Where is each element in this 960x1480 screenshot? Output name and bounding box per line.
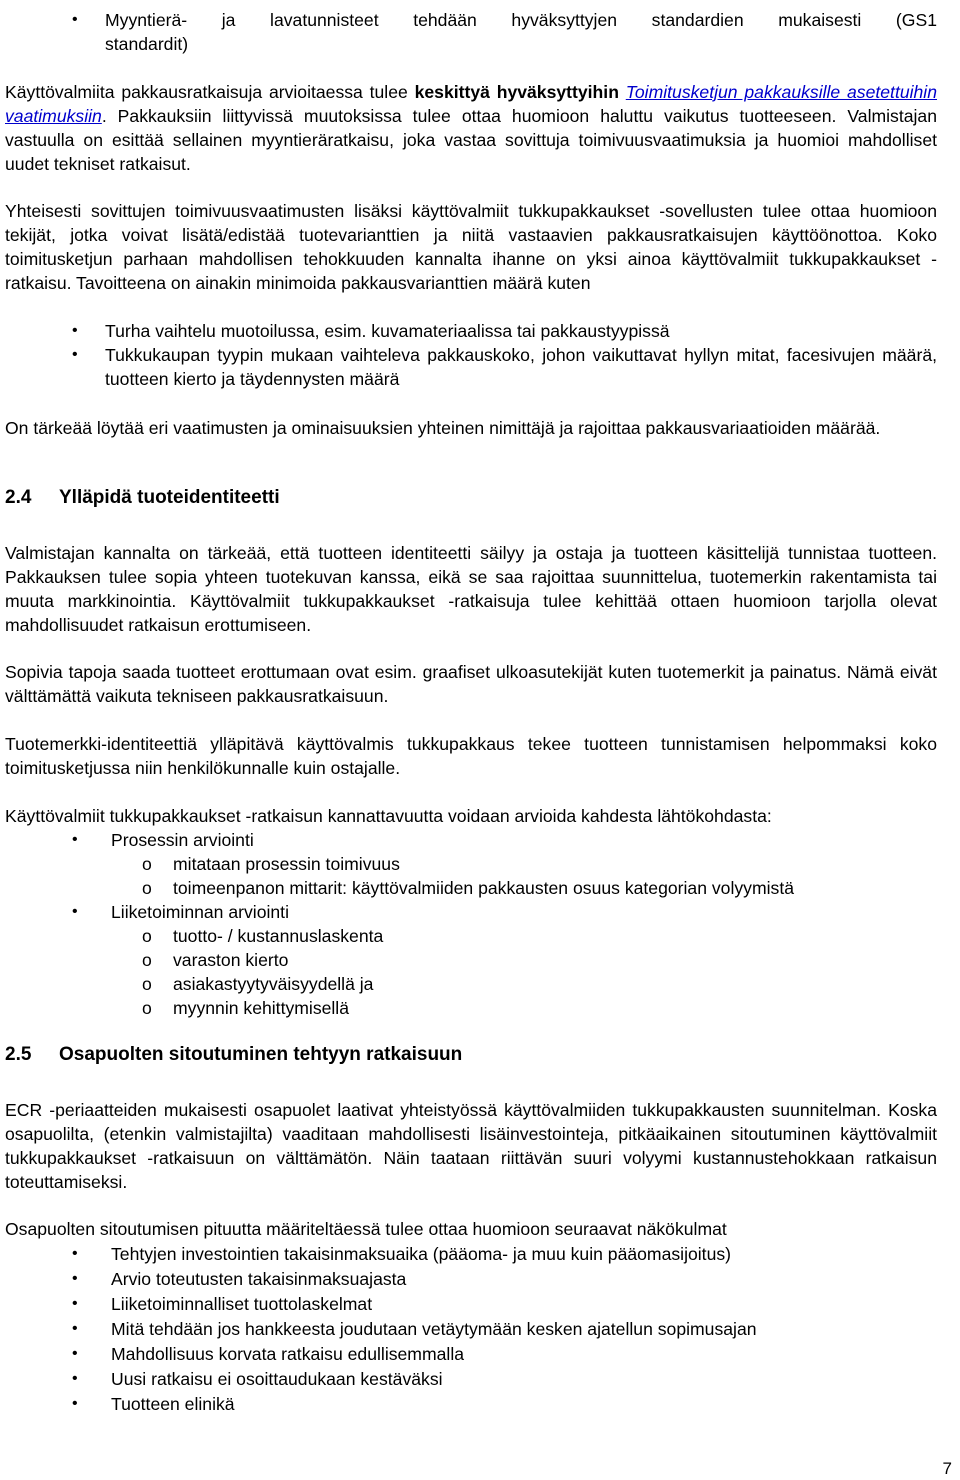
list-item-text: Myyntierä- ja lavatunnisteet tehdään hyväksyttyjen standardien mukaisesti (GS1 (105, 10, 937, 30)
section-title: Osapuolten sitoutuminen tehtyyn ratkaisuun (59, 1044, 463, 1065)
circle-bullet-icon: o (142, 878, 152, 898)
sub-list-item (5, 924, 937, 948)
list-item-text: Mahdollisuus korvata ratkaisu edullisemmalla (111, 1344, 465, 1364)
sub-list-item-text: varaston kierto (173, 950, 289, 970)
bullet-list (5, 1242, 937, 1416)
paragraph (5, 80, 937, 176)
list-item-text: standardit) (105, 34, 189, 54)
bullet-icon: • (72, 1295, 78, 1312)
sub-list-item-text: myynnin kehittymisellä (173, 998, 349, 1018)
list-item (5, 1342, 937, 1366)
list-item-text: Uusi ratkaisu ei osoittaudukaan kestäväksi (111, 1369, 443, 1389)
list-item-text: Tukkukaupan tyypin mukaan vaihteleva pakkauskoko, johon vaikuttavat hyllyn mitat, facesivujen määrä, tuotteen kierto ja täydennysten määrä (105, 345, 937, 389)
paragraph-text: Käyttövalmiita pakkausratkaisuja arvioitaessa tulee (5, 82, 415, 102)
paragraph: Valmistajan kannalta on tärkeää, että tuotteen identiteetti säilyy ja ostaja ja tuotteen käsittelijä tunnistaa tuotteen. Pakkauksen tulee sopia yhteen tuotekuvan kanssa, eikä se saa rajoittaa suunnittelua, tuotemerkin rakentamista tai muuta markkinointia. Käyttövalmiit tukkupakkaukset -ratkaisuja tulee kehittää ottaen huomioon tarjolla olevat mahdollisuudet ratkaisun erottumiseen. (5, 543, 937, 635)
list-item-text: Tehtyjen investointien takaisinmaksuaika (pääoma- ja muu kuin pääomasijoitus) (111, 1244, 732, 1264)
circle-bullet-icon: o (142, 974, 152, 994)
bullet-list (5, 319, 937, 391)
list-item (5, 8, 937, 56)
list-item-text: Tuotteen elinikä (111, 1394, 235, 1414)
bullet-icon: • (72, 322, 78, 339)
requirements-link[interactable]: Toimitusketjun pakkauksille asetettuihin vaatimuksiin (5, 82, 938, 126)
paragraph: Tuotemerkki-identiteettiä ylläpitävä käyttövalmis tukkupakkaus tekee tuotteen tunnistamisen helpommaksi koko toimitusketjussa niin henkilökunnalle kuin ostajalle. (5, 734, 937, 778)
page-number: 7 (942, 1459, 952, 1478)
bullet-icon: • (72, 1320, 78, 1337)
circle-bullet-icon: o (142, 926, 152, 946)
sub-list-item (5, 948, 937, 972)
section-number: 2.4 (5, 487, 32, 508)
list-item-text: Mitä tehdään jos hankkeesta joudutaan vetäytymään kesken ajatellun sopimusajan (111, 1319, 757, 1339)
paragraph-bold-text: keskittyä hyväksyttyihin (414, 82, 619, 102)
sub-list-item-text: mitataan prosessin toimivuus (173, 854, 400, 874)
paragraph: Yhteisesti sovittujen toimivuusvaatimusten lisäksi käyttövalmiit tukkupakkaukset -sovellusten tulee ottaa huomioon tekijät, jotka voivat lisätä/edistää tuotevarianttien ja niitä vastaavien pakkausratkaisujen käyttöönottoa. Koko toimitusketjun parhaan mahdollisen tehokkuuden kannalta ihanne on yksi ainoa käyttövalmiit tukkupakkaukset -ratkaisu. Tavoitteena on ainakin minimoida pakkausvarianttien määrä kuten (5, 201, 937, 293)
paragraph: Sopivia tapoja saada tuotteet erottumaan ovat esim. graafiset ulkoasutekijät kuten tuotemerkit ja painatus. Nämä eivät välttämättä vaikuta tekniseen pakkausratkaisuun. (5, 662, 937, 706)
circle-bullet-icon: o (142, 998, 152, 1018)
circle-bullet-icon: o (142, 950, 152, 970)
bullet-icon: • (72, 1345, 78, 1362)
sub-list-item (5, 996, 937, 1020)
list-item-text: Liiketoiminnan arviointi (111, 902, 289, 922)
list-item (5, 1267, 937, 1291)
sub-list-item-text: toimeenpanon mittarit: käyttövalmiiden pakkausten osuus kategorian volyymistä (173, 878, 794, 898)
bullet-icon: • (72, 346, 78, 363)
evaluation-list (5, 828, 937, 1020)
bullet-icon: • (72, 831, 78, 848)
section-heading (5, 485, 280, 511)
list-item (5, 1317, 937, 1341)
section-heading (5, 1042, 462, 1068)
list-item (5, 1292, 937, 1316)
bullet-icon: • (72, 1245, 78, 1262)
paragraph: ECR -periaatteiden mukaisesti osapuolet laativat yhteistyössä käyttövalmiiden tukkupakkausten suunnitelman. Koska osapuolilta, (etenkin valmistajilta) vaaditaan mahdollisesti lisäinvestointeja, pitkäaikainen sitoutuminen käyttövalmiit tukkupakkaukset -ratkaisuun on välttämätön. Näin taataan riittävän suuri volyymi kustannustehokkaan ratkaisun toteuttamiseksi. (5, 1100, 937, 1192)
sub-list-item (5, 852, 937, 876)
list-item (5, 319, 937, 343)
paragraph: Käyttövalmiit tukkupakkaukset -ratkaisun kannattavuutta voidaan arvioida kahdesta lähtökohdasta: (5, 806, 772, 826)
paragraph-text: . Pakkauksiin liittyvissä muutoksissa tulee ottaa huomioon haluttu vaikutus tuotteeseen. Valmistajan vastuulla on esittää sellainen myyntieräratkaisu, joka vastaa sovittuja toimivuusvaatimuksia ja huomioi mahdolliset uudet tekniset ratkaisut. (5, 106, 937, 174)
section-number: 2.5 (5, 1044, 32, 1065)
bullet-icon: • (72, 11, 78, 28)
list-item (5, 1367, 937, 1391)
list-item (5, 828, 937, 852)
list-item (5, 343, 937, 391)
sub-list-item (5, 972, 937, 996)
list-item (5, 900, 937, 924)
sub-list-item-text: asiakastyytyväisyydellä ja (173, 974, 374, 994)
circle-bullet-icon: o (142, 854, 152, 874)
bullet-icon: • (72, 1395, 78, 1412)
list-item-text: Turha vaihtelu muotoilussa, esim. kuvamateriaalissa tai pakkaustyypissä (105, 321, 670, 341)
section-title: Ylläpidä tuoteidentiteetti (59, 487, 280, 508)
list-item-text: Arvio toteutusten takaisinmaksuajasta (111, 1269, 407, 1289)
sub-list-item (5, 876, 937, 900)
bullet-icon: • (72, 903, 78, 920)
list-item-text: Prosessin arviointi (111, 830, 254, 850)
bullet-icon: • (72, 1270, 78, 1287)
list-item (5, 1242, 937, 1266)
list-item-text: Liiketoiminnalliset tuottolaskelmat (111, 1294, 373, 1314)
paragraph: On tärkeää löytää eri vaatimusten ja ominaisuuksien yhteinen nimittäjä ja rajoittaa pakkausvariaatioiden määrää. (5, 418, 881, 438)
sub-list-item-text: tuotto- / kustannuslaskenta (173, 926, 384, 946)
bullet-icon: • (72, 1370, 78, 1387)
list-item (5, 1392, 937, 1416)
paragraph: Osapuolten sitoutumisen pituutta määriteltäessä tulee ottaa huomioon seuraavat näkökulmat (5, 1219, 727, 1239)
